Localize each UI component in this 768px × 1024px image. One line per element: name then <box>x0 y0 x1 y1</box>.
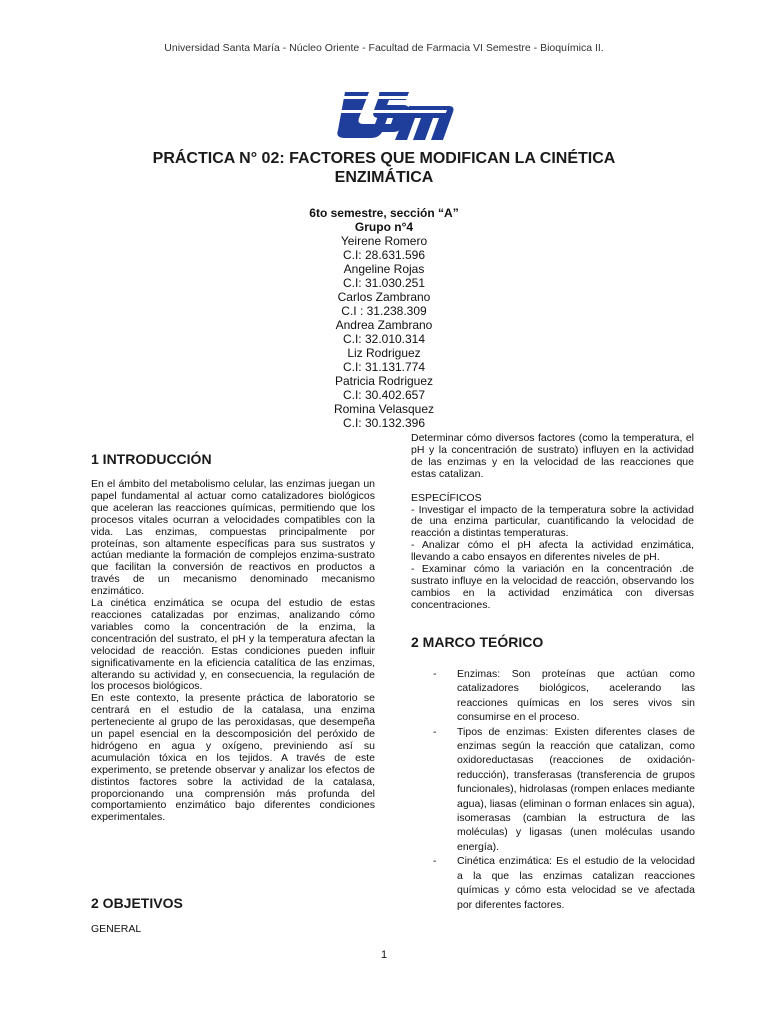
author-name: Angeline Rojas <box>343 262 425 276</box>
page-number: 1 <box>380 949 388 961</box>
author-ci: C.I: 31.131.774 <box>342 360 426 374</box>
list-item-text: Tipos de enzimas: Existen diferentes clases de enzimas según la reacción que catalizan, como oxidoreductasas (reacciones de oxidación-reducción), transferasas (transferencia de grupos funcionales), hidrolasas (rompen enlaces mediante agua), liasas (eliminan o forman enlaces sin agua), isomerasas (cambian la estructura de las moléculas) y ligasas (unen moléculas usando energía). <box>457 725 695 853</box>
objectives-right-column <box>411 433 694 612</box>
author-name: Patricia Rodriguez <box>334 374 434 388</box>
intro-body <box>91 479 375 824</box>
semester-line: 6to semestre, sección “A” <box>309 206 459 220</box>
intro-paragraph-3: En este contexto, la presente práctica de laboratorio se centrará en el estudio de la catalasa, una enzima perteneciente al grupo de las peroxidasas, que desempeña un papel esencial en la descomposición del peróxido de hidrógeno en agua y oxígeno, previniendo así su acumulación tóxica en los tejidos. A través de este experimento, se pretende observar y analizar los efectos de distintos factores sobre la actividad de la catalasa, proporcionando una comprensión más profunda del comportamiento enzimático bajo diferentes condiciones experimentales. <box>91 692 375 824</box>
general-label: GENERAL <box>91 923 142 935</box>
list-item-text: Cinética enzimática: Es el estudio de la velocidad a la que las enzimas catalizan reacciones químicas y cómo esta velocidad se ve afectada por diferentes factores. <box>457 855 695 911</box>
bullet-dash: - <box>433 668 437 680</box>
authors-block <box>0 206 768 430</box>
author-ci: C.I: 30.132.396 <box>342 416 426 430</box>
page-header: Universidad Santa María - Núcleo Oriente - Facultad de Farmacia VI Semestre - Bioquímica II. <box>164 42 604 54</box>
title-line-2: ENZIMÁTICA <box>334 169 434 186</box>
intro-paragraph-1: En el ámbito del metabolismo celular, las enzimas juegan un papel fundamental al actuar como catalizadores biológicos que aceleran las reacciones químicas, permitiendo que los procesos vitales ocurran a velocidades compatibles con la vida. Las enzimas, compuestas principalmente por proteínas, son altamente específicas para sus sustratos y actúan mediante la formación de complejos enzima-sustrato que facilitan la conversión de reactivos en productos a través de un mecanismo denominado mecanismo enzimático. <box>91 478 375 598</box>
specific-objective: - Examinar cómo la variación en la concentración .de sustrato influye en la velocidad de reacción, observando los cambios en la actividad enzimática con diversas concentraciones. <box>411 563 694 611</box>
bullet-dash: - <box>433 725 437 738</box>
author-name: Yeirene Romero <box>340 234 428 248</box>
bullet-dash: - <box>433 855 437 868</box>
author-ci: C.I: 28.631.596 <box>342 248 426 262</box>
intro-paragraph-2: La cinética enzimática se ocupa del estudio de estas reacciones catalizadas por enzimas, analizando cómo variables como la concentración de la enzima, la concentración del sustrato, el pH y la temperatura afectan la velocidad de reacción. Estas condiciones pueden influir significativamente en la eficiencia catalítica de las enzimas, alterando su actividad y, en consecuencia, la regulación de los procesos biológicos. <box>91 597 375 693</box>
author-ci: C.I : 31.238.309 <box>341 304 427 318</box>
specific-objective: - Analizar cómo el pH afecta la actividad enzimática, llevando a cabo ensayos en diferentes niveles de pH. <box>411 539 694 564</box>
marco-list <box>433 667 695 912</box>
author-ci: C.I: 31.030.251 <box>342 276 426 290</box>
author-name: Andrea Zambrano <box>335 318 433 332</box>
general-objective-text: Determinar cómo diversos factores (como la temperatura, el pH y la concentración de sustrato) influyen en la actividad de las enzimas y en la velocidad de las reacciones que estas catalizan. <box>411 432 694 480</box>
list-item <box>433 725 695 855</box>
list-item <box>433 854 695 912</box>
objectives-heading: 2 OBJETIVOS <box>91 895 183 911</box>
intro-heading: 1 INTRODUCCIÓN <box>91 451 212 467</box>
marco-heading: 2 MARCO TEÓRICO <box>411 634 544 650</box>
university-logo <box>331 88 456 144</box>
document-title <box>90 149 678 187</box>
specific-objective: - Investigar el impacto de la temperatura sobre la actividad de una enzima particular, cuantificando la velocidad de reacción a distintas temperaturas. <box>411 503 694 540</box>
title-line-1: PRÁCTICA N° 02: FACTORES QUE MODIFICAN LA CINÉTICA <box>152 150 616 167</box>
author-ci: C.I: 30.402.657 <box>342 388 426 402</box>
specific-label: ESPECÍFICOS <box>411 491 482 504</box>
group-line: Grupo n°4 <box>354 220 414 234</box>
author-name: Liz Rodriguez <box>347 346 421 360</box>
list-item <box>433 667 695 725</box>
author-name: Carlos Zambrano <box>337 290 431 304</box>
author-ci: C.I: 32.010.314 <box>342 332 426 346</box>
author-name: Romina Velasquez <box>333 402 435 416</box>
list-item-text: Enzimas: Son proteínas que actúan como catalizadores biológicos, acelerando las reacciones químicas en los seres vivos sin consumirse en el proceso. <box>457 668 695 724</box>
